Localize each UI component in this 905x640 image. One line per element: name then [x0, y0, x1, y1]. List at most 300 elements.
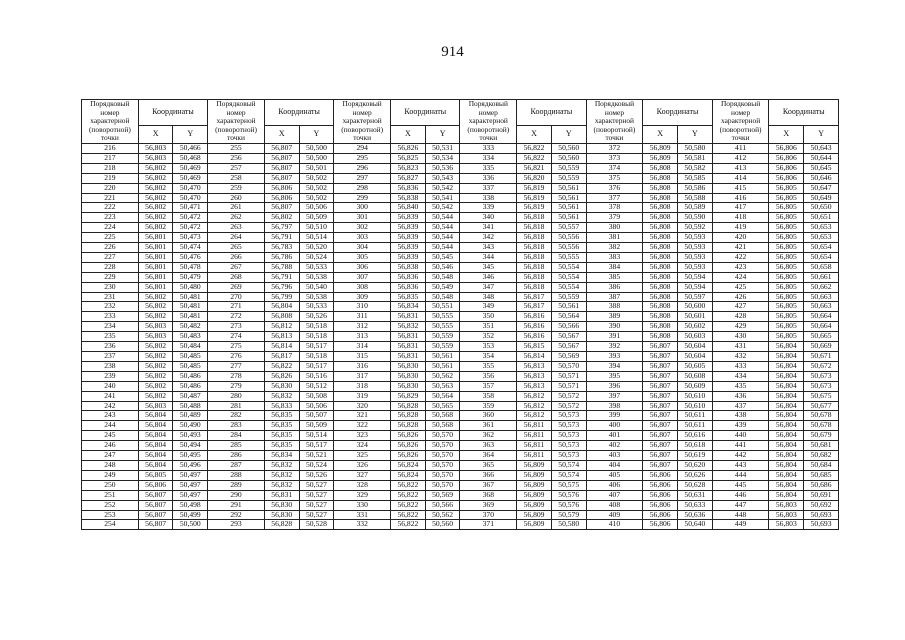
x-coordinate-cell: 56,826	[391, 431, 426, 441]
point-number-cell: 293	[208, 520, 265, 530]
y-coordinate-cell: 50,542	[425, 203, 460, 213]
y-coordinate-cell: 50,471	[173, 203, 208, 213]
point-number-cell: 390	[586, 322, 643, 332]
y-coordinate-cell: 50,473	[173, 233, 208, 243]
point-number-cell: 280	[208, 391, 265, 401]
table-row	[82, 262, 839, 272]
x-coordinate-cell: 56,807	[138, 500, 173, 510]
y-coordinate-cell: 50,573	[551, 451, 586, 461]
x-coordinate-cell: 56,802	[264, 213, 299, 223]
x-coordinate-cell: 56,817	[517, 302, 552, 312]
y-coordinate-cell: 50,486	[173, 371, 208, 381]
x-coordinate-cell: 56,803	[138, 401, 173, 411]
point-number-cell: 347	[460, 282, 517, 292]
y-coordinate-cell: 50,585	[678, 173, 713, 183]
point-number-cell: 432	[712, 352, 769, 362]
y-coordinate-cell: 50,486	[173, 381, 208, 391]
x-coordinate-cell: 56,805	[769, 332, 804, 342]
x-coordinate-cell: 56,813	[517, 381, 552, 391]
point-number-cell: 294	[334, 143, 391, 153]
table-row	[82, 223, 839, 233]
table-row	[82, 361, 839, 371]
point-number-cell: 331	[334, 510, 391, 520]
y-coordinate-cell: 50,570	[425, 480, 460, 490]
x-coordinate-cell: 56,802	[138, 213, 173, 223]
point-number-cell: 253	[82, 510, 139, 520]
table-row	[82, 193, 839, 203]
y-header: Y	[551, 125, 586, 143]
x-coordinate-cell: 56,833	[264, 401, 299, 411]
point-number-cell: 288	[208, 470, 265, 480]
point-number-cell: 443	[712, 460, 769, 470]
x-coordinate-cell: 56,803	[769, 510, 804, 520]
point-number-cell: 235	[82, 332, 139, 342]
y-coordinate-cell: 50,561	[551, 213, 586, 223]
table-row	[82, 322, 839, 332]
y-coordinate-cell: 50,506	[299, 401, 334, 411]
x-coordinate-cell: 56,802	[138, 352, 173, 362]
x-coordinate-cell: 56,822	[391, 480, 426, 490]
x-coordinate-cell: 56,802	[138, 193, 173, 203]
x-coordinate-cell: 56,791	[264, 272, 299, 282]
x-coordinate-cell: 56,807	[643, 460, 678, 470]
x-coordinate-cell: 56,804	[769, 470, 804, 480]
point-number-cell: 345	[460, 262, 517, 272]
y-coordinate-cell: 50,592	[678, 223, 713, 233]
y-coordinate-cell: 50,570	[551, 361, 586, 371]
y-coordinate-cell: 50,692	[804, 500, 839, 510]
table-row	[82, 342, 839, 352]
point-number-cell: 322	[334, 421, 391, 431]
x-coordinate-cell: 56,807	[643, 421, 678, 431]
point-number-cell: 415	[712, 183, 769, 193]
point-number-cell: 320	[334, 401, 391, 411]
x-coordinate-cell: 56,839	[391, 252, 426, 262]
coordinates-header: Координаты	[769, 100, 839, 126]
point-number-cell: 431	[712, 342, 769, 352]
y-coordinate-cell: 50,566	[551, 322, 586, 332]
y-coordinate-cell: 50,561	[551, 193, 586, 203]
x-coordinate-cell: 56,804	[769, 480, 804, 490]
y-coordinate-cell: 50,490	[173, 421, 208, 431]
point-number-cell: 434	[712, 371, 769, 381]
y-coordinate-cell: 50,570	[425, 441, 460, 451]
point-number-cell: 323	[334, 431, 391, 441]
y-coordinate-cell: 50,611	[678, 411, 713, 421]
point-number-cell: 371	[460, 520, 517, 530]
y-coordinate-cell: 50,575	[551, 480, 586, 490]
y-coordinate-cell: 50,561	[425, 352, 460, 362]
point-number-cell: 256	[208, 153, 265, 163]
point-number-cell: 425	[712, 282, 769, 292]
x-coordinate-cell: 56,809	[517, 460, 552, 470]
y-coordinate-cell: 50,466	[173, 143, 208, 153]
y-coordinate-cell: 50,626	[678, 470, 713, 480]
y-coordinate-cell: 50,489	[173, 411, 208, 421]
point-number-cell: 327	[334, 470, 391, 480]
x-coordinate-cell: 56,806	[769, 143, 804, 153]
x-coordinate-cell: 56,822	[264, 361, 299, 371]
point-number-cell: 444	[712, 470, 769, 480]
point-number-cell: 372	[586, 143, 643, 153]
x-coordinate-cell: 56,807	[643, 401, 678, 411]
x-coordinate-cell: 56,835	[264, 411, 299, 421]
y-coordinate-cell: 50,520	[299, 243, 334, 253]
x-coordinate-cell: 56,801	[138, 243, 173, 253]
y-coordinate-cell: 50,675	[804, 391, 839, 401]
y-coordinate-cell: 50,662	[804, 282, 839, 292]
point-number-cell: 286	[208, 451, 265, 461]
point-number-cell: 408	[586, 500, 643, 510]
y-coordinate-cell: 50,644	[804, 153, 839, 163]
y-coordinate-cell: 50,487	[173, 391, 208, 401]
y-coordinate-cell: 50,590	[678, 213, 713, 223]
x-coordinate-cell: 56,838	[391, 193, 426, 203]
y-coordinate-cell: 50,509	[299, 213, 334, 223]
x-coordinate-cell: 56,804	[138, 460, 173, 470]
y-coordinate-cell: 50,647	[804, 183, 839, 193]
point-number-cell: 216	[82, 143, 139, 153]
y-coordinate-cell: 50,548	[425, 272, 460, 282]
x-coordinate-cell: 56,804	[769, 361, 804, 371]
y-coordinate-cell: 50,658	[804, 262, 839, 272]
x-coordinate-cell: 56,797	[264, 223, 299, 233]
point-number-cell: 225	[82, 233, 139, 243]
x-coordinate-cell: 56,808	[643, 332, 678, 342]
point-number-cell: 361	[460, 421, 517, 431]
point-number-cell: 295	[334, 153, 391, 163]
x-coordinate-cell: 56,809	[517, 470, 552, 480]
y-coordinate-cell: 50,472	[173, 213, 208, 223]
y-coordinate-cell: 50,485	[173, 352, 208, 362]
x-coordinate-cell: 56,830	[264, 510, 299, 520]
table-row	[82, 520, 839, 530]
y-coordinate-cell: 50,610	[678, 401, 713, 411]
point-number-cell: 283	[208, 421, 265, 431]
y-coordinate-cell: 50,469	[173, 163, 208, 173]
x-coordinate-cell: 56,802	[138, 292, 173, 302]
point-number-cell: 227	[82, 252, 139, 262]
y-coordinate-cell: 50,573	[551, 431, 586, 441]
x-coordinate-cell: 56,808	[643, 223, 678, 233]
point-number-cell: 278	[208, 371, 265, 381]
x-coordinate-cell: 56,807	[138, 490, 173, 500]
y-coordinate-cell: 50,653	[804, 233, 839, 243]
y-coordinate-cell: 50,562	[425, 510, 460, 520]
x-coordinate-cell: 56,808	[643, 213, 678, 223]
point-number-cell: 433	[712, 361, 769, 371]
table-row	[82, 441, 839, 451]
point-number-cell: 413	[712, 163, 769, 173]
point-number-cell: 287	[208, 460, 265, 470]
point-number-cell: 318	[334, 381, 391, 391]
point-number-cell: 389	[586, 312, 643, 322]
y-coordinate-cell: 50,554	[551, 282, 586, 292]
y-coordinate-cell: 50,468	[173, 153, 208, 163]
x-coordinate-cell: 56,815	[517, 342, 552, 352]
x-coordinate-cell: 56,804	[769, 342, 804, 352]
y-header: Y	[804, 125, 839, 143]
y-coordinate-cell: 50,531	[425, 143, 460, 153]
x-coordinate-cell: 56,812	[517, 401, 552, 411]
x-coordinate-cell: 56,840	[391, 203, 426, 213]
x-coordinate-cell: 56,807	[643, 371, 678, 381]
y-coordinate-cell: 50,665	[804, 332, 839, 342]
table-row	[82, 352, 839, 362]
y-coordinate-cell: 50,563	[425, 381, 460, 391]
x-coordinate-cell: 56,831	[391, 352, 426, 362]
y-coordinate-cell: 50,600	[678, 302, 713, 312]
x-coordinate-cell: 56,828	[391, 411, 426, 421]
y-coordinate-cell: 50,663	[804, 302, 839, 312]
x-coordinate-cell: 56,808	[643, 183, 678, 193]
y-coordinate-cell: 50,572	[551, 401, 586, 411]
y-coordinate-cell: 50,589	[678, 203, 713, 213]
point-number-cell: 324	[334, 441, 391, 451]
point-number-cell: 265	[208, 243, 265, 253]
x-coordinate-cell: 56,809	[517, 510, 552, 520]
point-number-cell: 370	[460, 510, 517, 520]
x-coordinate-cell: 56,830	[264, 381, 299, 391]
point-number-cell: 269	[208, 282, 265, 292]
y-coordinate-cell: 50,506	[299, 203, 334, 213]
y-coordinate-cell: 50,497	[173, 480, 208, 490]
x-coordinate-cell: 56,804	[769, 401, 804, 411]
point-number-cell: 363	[460, 441, 517, 451]
y-coordinate-cell: 50,476	[173, 252, 208, 262]
y-coordinate-cell: 50,507	[299, 411, 334, 421]
point-number-cell: 263	[208, 223, 265, 233]
point-number-cell: 231	[82, 292, 139, 302]
point-number-cell: 282	[208, 411, 265, 421]
x-coordinate-cell: 56,804	[769, 451, 804, 461]
point-number-cell: 435	[712, 381, 769, 391]
y-coordinate-cell: 50,533	[299, 302, 334, 312]
y-coordinate-cell: 50,673	[804, 371, 839, 381]
x-coordinate-cell: 56,804	[769, 490, 804, 500]
coordinates-header: Координаты	[391, 100, 460, 126]
point-number-cell: 388	[586, 302, 643, 312]
point-number-cell: 249	[82, 470, 139, 480]
point-number-cell: 241	[82, 391, 139, 401]
table-row	[82, 500, 839, 510]
x-coordinate-cell: 56,811	[517, 431, 552, 441]
y-coordinate-cell: 50,693	[804, 510, 839, 520]
x-coordinate-cell: 56,801	[138, 233, 173, 243]
point-number-cell: 375	[586, 173, 643, 183]
y-header: Y	[678, 125, 713, 143]
point-number-header: Порядковый номер характерной (поворотной) точки	[334, 100, 391, 144]
y-coordinate-cell: 50,545	[425, 252, 460, 262]
y-coordinate-cell: 50,518	[299, 352, 334, 362]
table-row	[82, 490, 839, 500]
y-coordinate-cell: 50,508	[299, 391, 334, 401]
x-coordinate-cell: 56,822	[517, 143, 552, 153]
x-coordinate-cell: 56,807	[643, 451, 678, 461]
point-number-cell: 383	[586, 252, 643, 262]
x-coordinate-cell: 56,819	[517, 203, 552, 213]
point-number-cell: 289	[208, 480, 265, 490]
y-coordinate-cell: 50,538	[299, 292, 334, 302]
y-coordinate-cell: 50,502	[299, 173, 334, 183]
point-number-cell: 367	[460, 480, 517, 490]
table-row	[82, 143, 839, 153]
table-row	[82, 272, 839, 282]
y-coordinate-cell: 50,514	[299, 233, 334, 243]
y-coordinate-cell: 50,566	[425, 500, 460, 510]
point-number-cell: 350	[460, 312, 517, 322]
point-number-cell: 346	[460, 272, 517, 282]
x-header: X	[769, 125, 804, 143]
y-coordinate-cell: 50,517	[299, 342, 334, 352]
y-coordinate-cell: 50,593	[678, 262, 713, 272]
point-number-cell: 411	[712, 143, 769, 153]
point-number-cell: 351	[460, 322, 517, 332]
point-number-cell: 233	[82, 312, 139, 322]
y-coordinate-cell: 50,581	[678, 153, 713, 163]
point-number-cell: 311	[334, 312, 391, 322]
x-coordinate-cell: 56,804	[138, 421, 173, 431]
point-number-cell: 308	[334, 282, 391, 292]
table-row	[82, 470, 839, 480]
x-coordinate-cell: 56,808	[643, 203, 678, 213]
x-coordinate-cell: 56,822	[517, 153, 552, 163]
x-coordinate-cell: 56,829	[391, 391, 426, 401]
y-coordinate-cell: 50,536	[425, 163, 460, 173]
point-number-cell: 356	[460, 371, 517, 381]
y-coordinate-cell: 50,497	[173, 470, 208, 480]
y-coordinate-cell: 50,526	[299, 312, 334, 322]
x-coordinate-cell: 56,805	[769, 243, 804, 253]
x-coordinate-cell: 56,806	[769, 153, 804, 163]
x-coordinate-cell: 56,806	[643, 510, 678, 520]
point-number-cell: 223	[82, 213, 139, 223]
coordinates-header: Координаты	[643, 100, 712, 126]
x-coordinate-cell: 56,804	[769, 352, 804, 362]
x-coordinate-cell: 56,805	[769, 292, 804, 302]
x-coordinate-cell: 56,839	[391, 213, 426, 223]
y-coordinate-cell: 50,518	[299, 322, 334, 332]
point-number-cell: 403	[586, 451, 643, 461]
table-row	[82, 173, 839, 183]
y-coordinate-cell: 50,571	[551, 381, 586, 391]
x-coordinate-cell: 56,832	[391, 322, 426, 332]
y-coordinate-cell: 50,569	[551, 352, 586, 362]
x-coordinate-cell: 56,806	[264, 193, 299, 203]
point-number-cell: 344	[460, 252, 517, 262]
y-coordinate-cell: 50,672	[804, 361, 839, 371]
point-number-cell: 226	[82, 243, 139, 253]
x-coordinate-cell: 56,826	[264, 371, 299, 381]
point-number-cell: 298	[334, 183, 391, 193]
y-coordinate-cell: 50,481	[173, 292, 208, 302]
point-number-cell: 410	[586, 520, 643, 530]
x-coordinate-cell: 56,826	[391, 441, 426, 451]
table-row	[82, 292, 839, 302]
y-coordinate-cell: 50,568	[425, 411, 460, 421]
x-coordinate-cell: 56,812	[517, 391, 552, 401]
point-number-cell: 357	[460, 381, 517, 391]
x-coordinate-cell: 56,801	[138, 282, 173, 292]
point-number-cell: 429	[712, 322, 769, 332]
point-number-cell: 442	[712, 451, 769, 461]
x-coordinate-cell: 56,831	[391, 312, 426, 322]
x-coordinate-cell: 56,805	[769, 203, 804, 213]
y-coordinate-cell: 50,551	[425, 302, 460, 312]
y-coordinate-cell: 50,678	[804, 411, 839, 421]
y-coordinate-cell: 50,654	[804, 252, 839, 262]
y-coordinate-cell: 50,574	[551, 460, 586, 470]
y-coordinate-cell: 50,501	[299, 163, 334, 173]
y-coordinate-cell: 50,633	[678, 500, 713, 510]
y-coordinate-cell: 50,518	[299, 332, 334, 342]
point-number-cell: 246	[82, 441, 139, 451]
point-number-cell: 449	[712, 520, 769, 530]
y-coordinate-cell: 50,527	[299, 510, 334, 520]
x-coordinate-cell: 56,818	[517, 282, 552, 292]
table-row	[82, 421, 839, 431]
x-coordinate-cell: 56,818	[517, 262, 552, 272]
x-coordinate-cell: 56,838	[391, 262, 426, 272]
y-coordinate-cell: 50,580	[678, 143, 713, 153]
point-number-cell: 384	[586, 262, 643, 272]
y-coordinate-cell: 50,601	[678, 312, 713, 322]
y-coordinate-cell: 50,482	[173, 322, 208, 332]
x-coordinate-cell: 56,804	[138, 431, 173, 441]
x-coordinate-cell: 56,806	[138, 480, 173, 490]
point-number-cell: 373	[586, 153, 643, 163]
y-coordinate-cell: 50,576	[551, 490, 586, 500]
x-coordinate-cell: 56,802	[138, 163, 173, 173]
x-coordinate-cell: 56,822	[391, 510, 426, 520]
y-coordinate-cell: 50,568	[425, 421, 460, 431]
point-number-header: Порядковый номер характерной (поворотной) точки	[460, 100, 517, 144]
point-number-cell: 305	[334, 252, 391, 262]
x-coordinate-cell: 56,832	[264, 470, 299, 480]
point-number-cell: 430	[712, 332, 769, 342]
point-number-cell: 380	[586, 223, 643, 233]
point-number-header: Порядковый номер характерной (поворотной) точки	[586, 100, 643, 144]
y-coordinate-cell: 50,540	[299, 282, 334, 292]
point-number-cell: 244	[82, 421, 139, 431]
point-number-cell: 382	[586, 243, 643, 253]
x-coordinate-cell: 56,809	[643, 143, 678, 153]
x-coordinate-cell: 56,818	[517, 223, 552, 233]
y-coordinate-cell: 50,570	[425, 431, 460, 441]
y-header: Y	[299, 125, 334, 143]
point-number-cell: 221	[82, 193, 139, 203]
point-number-cell: 354	[460, 352, 517, 362]
x-coordinate-cell: 56,809	[517, 490, 552, 500]
y-coordinate-cell: 50,544	[425, 213, 460, 223]
x-header: X	[643, 125, 678, 143]
y-coordinate-cell: 50,645	[804, 163, 839, 173]
x-coordinate-cell: 56,808	[643, 302, 678, 312]
x-coordinate-cell: 56,830	[391, 371, 426, 381]
x-coordinate-cell: 56,804	[769, 421, 804, 431]
x-coordinate-cell: 56,839	[391, 233, 426, 243]
x-coordinate-cell: 56,805	[769, 272, 804, 282]
y-coordinate-cell: 50,572	[551, 391, 586, 401]
x-coordinate-cell: 56,816	[517, 322, 552, 332]
y-coordinate-cell: 50,669	[804, 342, 839, 352]
point-number-cell: 302	[334, 223, 391, 233]
y-coordinate-cell: 50,514	[299, 431, 334, 441]
x-coordinate-cell: 56,805	[769, 223, 804, 233]
y-coordinate-cell: 50,570	[425, 451, 460, 461]
y-coordinate-cell: 50,560	[551, 143, 586, 153]
point-number-cell: 414	[712, 173, 769, 183]
